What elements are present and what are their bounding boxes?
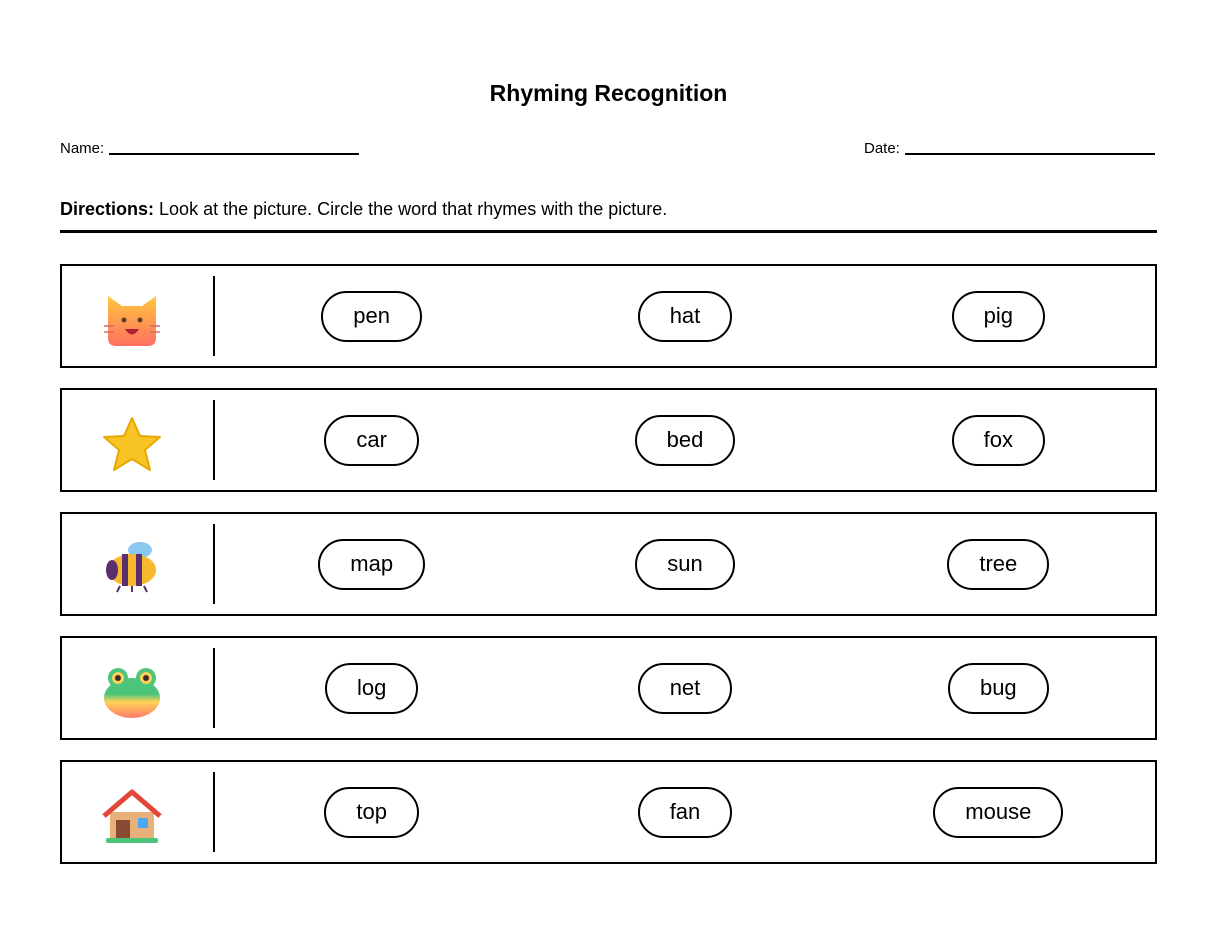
- name-field: [60, 140, 359, 157]
- word-option[interactable]: hat: [638, 291, 733, 342]
- bee-icon: [100, 540, 164, 596]
- name-line[interactable]: [109, 153, 359, 155]
- frog-icon: [100, 664, 164, 720]
- word-option[interactable]: log: [325, 663, 418, 714]
- word-option[interactable]: fan: [638, 787, 733, 838]
- word-option[interactable]: fox: [952, 415, 1045, 466]
- question-row: [60, 636, 1157, 740]
- date-field: [864, 140, 1155, 157]
- word-option[interactable]: top: [324, 787, 419, 838]
- divider-rule: [60, 230, 1157, 233]
- question-row: [60, 388, 1157, 492]
- word-option[interactable]: tree: [947, 539, 1049, 590]
- directions-label: Directions:: [60, 199, 155, 219]
- word-option[interactable]: map: [318, 539, 425, 590]
- page-title: Rhyming Recognition: [489, 80, 728, 106]
- word-option[interactable]: mouse: [933, 787, 1063, 838]
- question-row: [60, 760, 1157, 864]
- date-label: Date:: [864, 140, 900, 157]
- house-icon: [100, 788, 164, 844]
- date-line[interactable]: [905, 153, 1155, 155]
- cat-icon: [100, 292, 164, 348]
- word-option[interactable]: pen: [321, 291, 422, 342]
- question-row: [60, 264, 1157, 368]
- name-label: Name:: [60, 140, 105, 157]
- directions-text: Look at the picture. Circle the word that rhymes with the picture.: [154, 199, 668, 219]
- word-option[interactable]: car: [324, 415, 419, 466]
- word-option[interactable]: bed: [635, 415, 736, 466]
- word-option[interactable]: net: [638, 663, 733, 714]
- directions: [60, 199, 667, 220]
- star-icon: [100, 416, 164, 472]
- word-option[interactable]: bug: [948, 663, 1049, 714]
- word-option[interactable]: pig: [952, 291, 1045, 342]
- question-row: [60, 512, 1157, 616]
- word-option[interactable]: sun: [635, 539, 734, 590]
